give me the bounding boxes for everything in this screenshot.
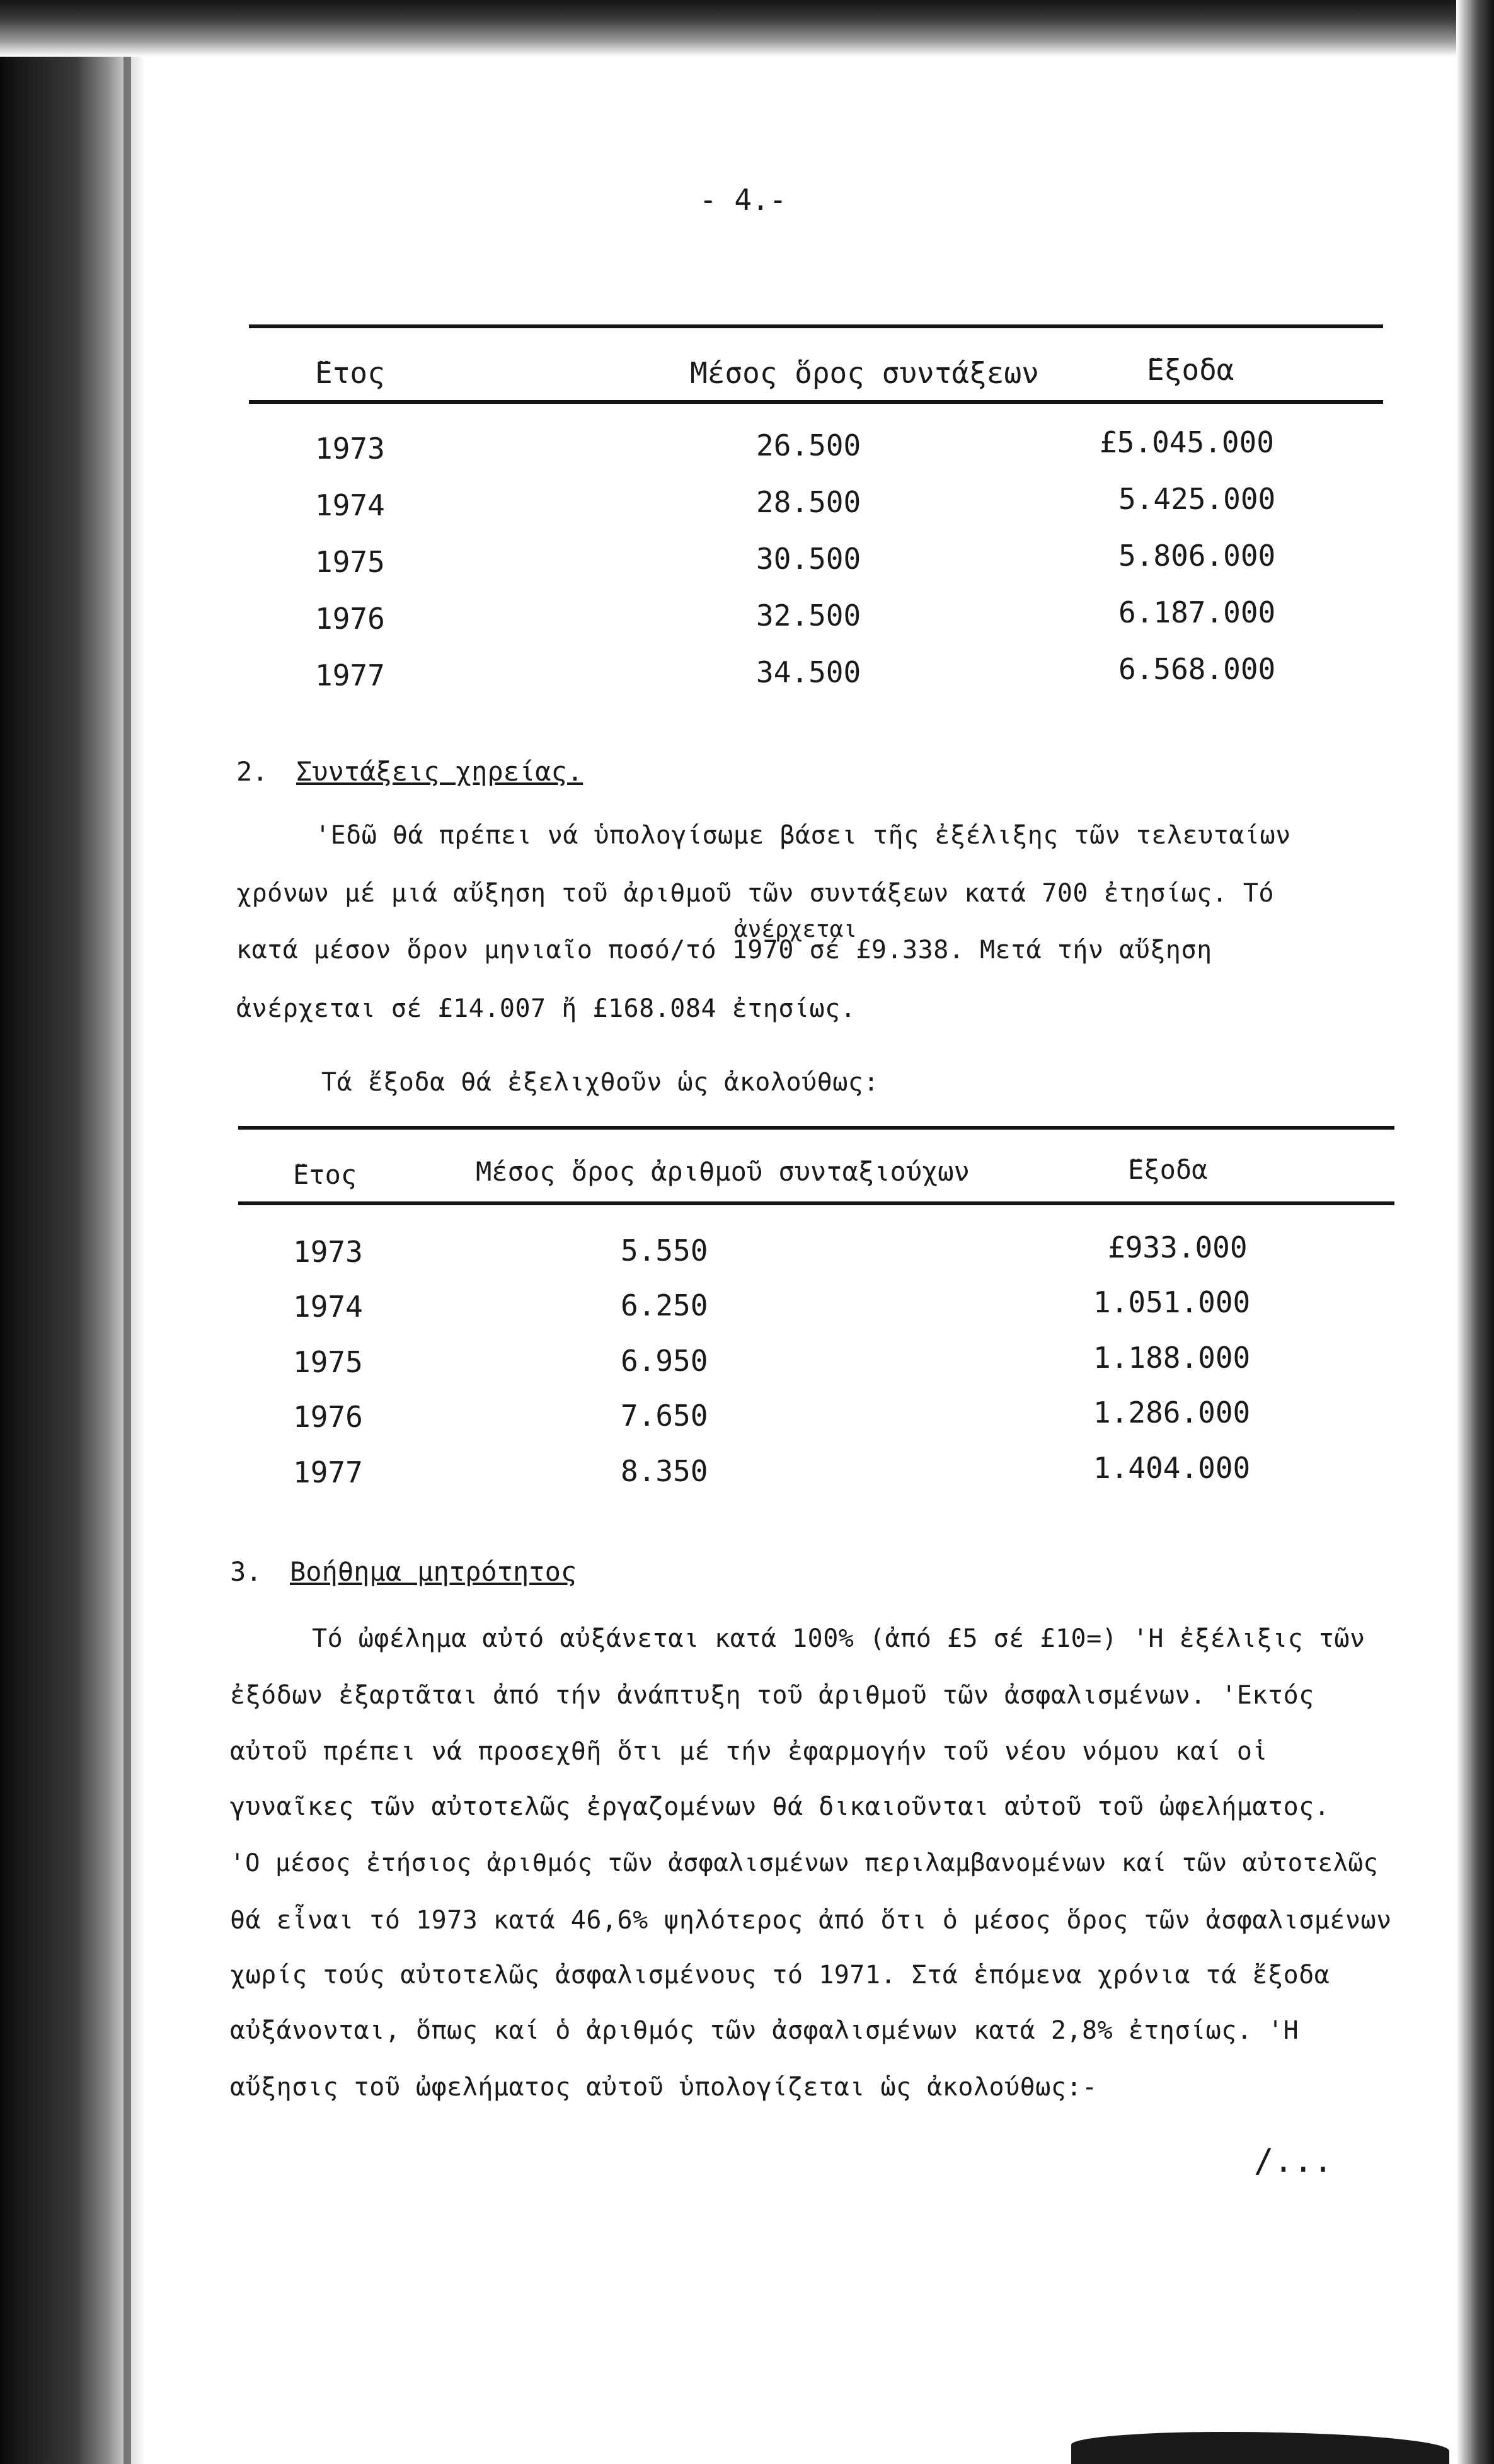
table-cell: 1.404.000: [1093, 1451, 1251, 1485]
table-cell: 1974: [315, 488, 385, 522]
table-cell: 1975: [315, 545, 385, 579]
table-cell: 5.550: [621, 1234, 708, 1268]
paragraph-line: Τό ὠφέλημα αὐτό αὐξάνεται κατά 100% (ἀπό £5 σέ £10=) 'Η ἐξέλιξις τῶν: [312, 1624, 1365, 1653]
table-cell: £933.000: [1108, 1230, 1248, 1264]
table-header: ̈Εξοδα: [1147, 353, 1234, 387]
table-cell: 1.188.000: [1093, 1341, 1251, 1375]
paragraph-line: αὐξάνονται, ὅπως καί ὁ ἀριθμός τῶν ἀσφαλισμένων κατά 2,8% ἐτησίως. 'Η: [230, 2016, 1299, 2045]
section-number: 2.: [236, 756, 268, 787]
table-cell: 1977: [293, 1455, 363, 1489]
table-cell: 1973: [315, 432, 385, 466]
section-heading: [236, 756, 583, 787]
paragraph-line: 'Εδῶ θά πρέπει νά ὑπολογίσωμε βάσει τῆς ἐξέλιξης τῶν τελευταίων: [315, 821, 1291, 850]
paragraph-line: αὐτοῦ πρέπει νά προσεχθῆ ὅτι μέ τήν ἐφαρμογήν τοῦ νέου νόμου καί οἱ: [230, 1737, 1268, 1766]
table-cell: 1976: [315, 602, 385, 636]
paragraph-line: κατά μέσον ὅρον μηνιαῖο ποσό/τό 1970 σέ £9.338. Μετά τήν αὔξηση: [236, 936, 1212, 965]
table-cell: 5.806.000: [1118, 539, 1276, 573]
table-cell: 5.425.000: [1118, 482, 1276, 516]
page-number: - 4.-: [699, 183, 787, 217]
handwritten-insertion: ἀνέρχεται: [734, 917, 858, 943]
table-header: Μέσος ὅρος ἀριθμοῦ συνταξιούχων: [476, 1156, 970, 1187]
table-cell: 6.250: [621, 1288, 708, 1322]
table-cell: 28.500: [756, 485, 861, 519]
paragraph-line: ἐξόδων ἐξαρτᾶται ἀπό τήν ἀνάπτυξη τοῦ ἀριθμοῦ τῶν ἀσφαλισμένων. 'Εκτός: [230, 1681, 1314, 1710]
paragraph-line: χρόνων μέ μιά αὔξηση τοῦ ἀριθμοῦ τῶν συντάξεων κατά 700 ἐτησίως. Τό: [236, 879, 1274, 908]
table-cell: 26.500: [756, 428, 861, 462]
paragraph-line: γυναῖκες τῶν αὐτοτελῶς ἐργαζομένων θά δικαιοῦνται αὐτοῦ τοῦ ὠφελήματος.: [230, 1792, 1330, 1821]
table-header: ̈Ετος: [293, 1159, 357, 1190]
section-title: Βοήθημα μητρότητος: [290, 1556, 577, 1587]
scan-shadow-top: [0, 0, 1494, 57]
section-title: Συντάξεις χηρείας.: [296, 756, 583, 787]
table-header: Μέσος ὅρος συντάξεων: [690, 356, 1039, 390]
table-cell: 34.500: [756, 655, 861, 689]
table-cell: 7.650: [621, 1399, 708, 1433]
scan-page-edge: [124, 0, 131, 2464]
paragraph-line: 'Ο μέσος ἐτήσιος ἀριθμός τῶν ἀσφαλισμένων περιλαμβανομένων καί τῶν αὐτοτελῶς: [230, 1849, 1379, 1877]
table-cell: 1973: [293, 1235, 363, 1269]
table-header: ̈Ετος: [315, 356, 385, 390]
table-cell: 1977: [315, 658, 385, 692]
paragraph-line: αὔξησις τοῦ ὠφελήματος αὐτοῦ ὑπολογίζεται ὡς ἀκολούθως:-: [230, 2073, 1098, 2102]
table-cell: 1.286.000: [1093, 1395, 1251, 1430]
table-header: ̈Εξοδα: [1128, 1154, 1208, 1185]
table-cell: £5.045.000: [1100, 425, 1274, 459]
table-cell: 6.568.000: [1118, 652, 1276, 686]
paragraph-line: θά εἶναι τό 1973 κατά 46,6% ψηλότερος ἀπό ὅτι ὁ μέσος ὅρος τῶν ἀσφαλισμένων: [230, 1906, 1392, 1935]
section-number: 3.: [230, 1556, 262, 1587]
table-header-rule: [249, 400, 1383, 404]
section-heading: [230, 1556, 577, 1587]
paragraph-line: ἀνέρχεται σέ £14.007 ἤ £168.084 ἐτησίως.: [236, 994, 856, 1023]
table-cell: 1974: [293, 1290, 363, 1324]
table-header-rule: [238, 1201, 1394, 1205]
table-top-rule: [238, 1126, 1394, 1130]
table-cell: 6.950: [621, 1344, 708, 1378]
paragraph-line: χωρίς τούς αὐτοτελῶς ἀσφαλισμένους τό 1971. Στά ἑπόμενα χρόνια τά ἔξοδα: [230, 1961, 1330, 1990]
table-top-rule: [249, 324, 1383, 328]
table-cell: 8.350: [621, 1454, 708, 1488]
continuation-mark: /...: [1254, 2142, 1333, 2180]
table-cell: 6.187.000: [1118, 595, 1276, 629]
table-intro: Τά ἔξοδα θά ἐξελιχθοῦν ὡς ἀκολούθως:: [321, 1068, 879, 1097]
table-cell: 1976: [293, 1400, 363, 1434]
scan-shadow-right: [1456, 0, 1494, 2464]
table-cell: 1.051.000: [1093, 1285, 1251, 1319]
scan-shadow-bottom: [1071, 2432, 1449, 2464]
table-cell: 30.500: [756, 542, 861, 576]
table-cell: 32.500: [756, 599, 861, 633]
table-cell: 1975: [293, 1345, 363, 1379]
